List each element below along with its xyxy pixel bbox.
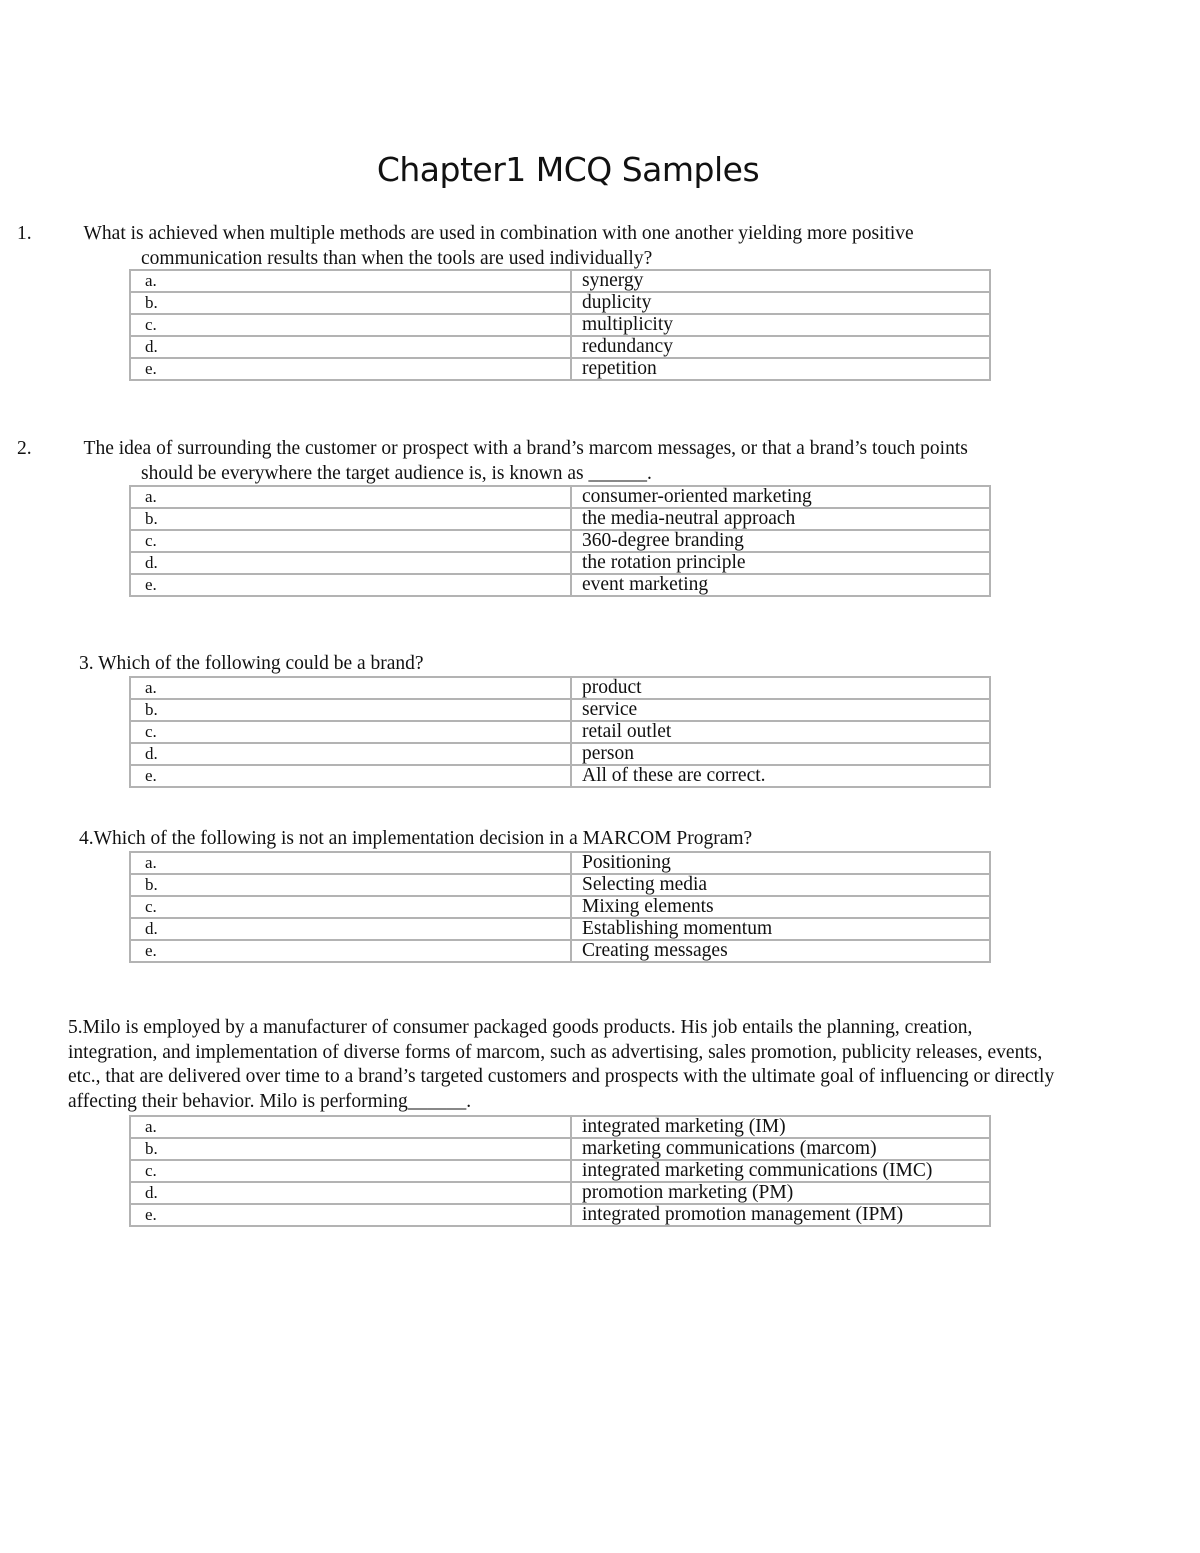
- option-answer: the media-neutral approach: [571, 508, 990, 530]
- option-row[interactable]: [130, 699, 990, 721]
- option-letter: e.: [130, 574, 571, 596]
- option-letter: b.: [130, 508, 571, 530]
- question-number: 5.: [68, 1017, 83, 1038]
- option-letter: b.: [130, 292, 571, 314]
- question-1: [17, 222, 979, 271]
- option-answer: promotion marketing (PM): [571, 1182, 990, 1204]
- option-letter: c.: [130, 896, 571, 918]
- option-answer: duplicity: [571, 292, 990, 314]
- option-row[interactable]: [130, 874, 990, 896]
- option-row[interactable]: [130, 743, 990, 765]
- question-stem: Which of the following could be a brand?: [98, 653, 424, 674]
- option-answer: synergy: [571, 270, 990, 292]
- option-answer: All of these are correct.: [571, 765, 990, 787]
- option-answer: integrated marketing (IM): [571, 1116, 990, 1138]
- option-row[interactable]: [130, 508, 990, 530]
- option-letter: d.: [130, 918, 571, 940]
- option-letter: d.: [130, 336, 571, 358]
- option-letter: c.: [130, 721, 571, 743]
- option-answer: Creating messages: [571, 940, 990, 962]
- option-letter: a.: [130, 677, 571, 699]
- option-answer: marketing communications (marcom): [571, 1138, 990, 1160]
- option-row[interactable]: [130, 677, 990, 699]
- option-letter: b.: [130, 699, 571, 721]
- option-letter: b.: [130, 874, 571, 896]
- option-answer: Selecting media: [571, 874, 990, 896]
- option-row[interactable]: [130, 852, 990, 874]
- option-row[interactable]: [130, 1160, 990, 1182]
- question-3: [79, 652, 979, 677]
- question-stem: Milo is employed by a manufacturer of consumer packaged goods products. His job entails the planning, creation, integration, and implementation of diverse forms of marcom, such as advertising, sales promotion, publicity releases, events, etc., that are delivered over time to a brand’s targeted customers and prospects with the ultimate goal of influencing or directly affecting their behavior. Milo is performing______.: [68, 1017, 1055, 1112]
- option-answer: 360-degree branding: [571, 530, 990, 552]
- option-answer: Mixing elements: [571, 896, 990, 918]
- option-letter: e.: [130, 1204, 571, 1226]
- option-row[interactable]: [130, 574, 990, 596]
- question-number: 4.: [79, 828, 94, 849]
- option-letter: e.: [130, 765, 571, 787]
- option-answer: redundancy: [571, 336, 990, 358]
- option-answer: Establishing momentum: [571, 918, 990, 940]
- option-letter: c.: [130, 314, 571, 336]
- question-text: 1. What is achieved when multiple methods are used in combination with one another yielding more positive communication results than when the tools are used individually?: [17, 223, 914, 269]
- options-table-3: [129, 676, 991, 788]
- question-4: [79, 827, 979, 852]
- question-text: 2. The idea of surrounding the customer or prospect with a brand’s marcom messages, or that a brand’s touch points should be everywhere the target audience is, is known as ______.: [17, 438, 968, 484]
- options-table-2: [129, 485, 991, 597]
- option-answer: retail outlet: [571, 721, 990, 743]
- option-letter: a.: [130, 852, 571, 874]
- option-answer: Positioning: [571, 852, 990, 874]
- options-table-5: [129, 1115, 991, 1227]
- options-table-4: [129, 851, 991, 963]
- option-answer: consumer-oriented marketing: [571, 486, 990, 508]
- option-row[interactable]: [130, 270, 990, 292]
- options-table-1: [129, 269, 991, 381]
- option-row[interactable]: [130, 1116, 990, 1138]
- question-text: [79, 827, 979, 852]
- option-row[interactable]: [130, 336, 990, 358]
- option-row[interactable]: [130, 918, 990, 940]
- option-answer: product: [571, 677, 990, 699]
- option-row[interactable]: [130, 314, 990, 336]
- option-row[interactable]: [130, 486, 990, 508]
- option-row[interactable]: [130, 721, 990, 743]
- option-row[interactable]: [130, 1182, 990, 1204]
- option-row[interactable]: [130, 1138, 990, 1160]
- question-number: 3.: [79, 653, 94, 674]
- option-letter: a.: [130, 1116, 571, 1138]
- option-letter: a.: [130, 270, 571, 292]
- option-letter: c.: [130, 1160, 571, 1182]
- option-row[interactable]: [130, 1204, 990, 1226]
- question-text: [79, 652, 979, 677]
- option-answer: repetition: [571, 358, 990, 380]
- option-row[interactable]: [130, 940, 990, 962]
- option-letter: b.: [130, 1138, 571, 1160]
- option-row[interactable]: [130, 530, 990, 552]
- option-answer: integrated promotion management (IPM): [571, 1204, 990, 1226]
- option-row[interactable]: [130, 358, 990, 380]
- question-stem: The idea of surrounding the customer or prospect with a brand’s marcom messages, or that a brand’s touch points should be everywhere the target audience is, is known as ______.: [83, 438, 968, 484]
- option-letter: e.: [130, 940, 571, 962]
- option-row[interactable]: [130, 552, 990, 574]
- question-5: [68, 1016, 1058, 1114]
- question-text: [68, 1016, 1058, 1114]
- option-letter: d.: [130, 552, 571, 574]
- option-answer: integrated marketing communications (IMC): [571, 1160, 990, 1182]
- option-letter: d.: [130, 743, 571, 765]
- question-stem: Which of the following is not an implementation decision in a MARCOM Program?: [93, 828, 753, 849]
- option-answer: the rotation principle: [571, 552, 990, 574]
- option-answer: person: [571, 743, 990, 765]
- option-row[interactable]: [130, 896, 990, 918]
- option-answer: multiplicity: [571, 314, 990, 336]
- question-stem: What is achieved when multiple methods are used in combination with one another yielding more positive communication results than when the tools are used individually?: [83, 223, 914, 269]
- option-letter: c.: [130, 530, 571, 552]
- option-answer: service: [571, 699, 990, 721]
- question-2: [17, 437, 979, 486]
- option-row[interactable]: [130, 765, 990, 787]
- option-answer: event marketing: [571, 574, 990, 596]
- page-title: Chapter1 MCQ Samples: [376, 150, 760, 189]
- option-row[interactable]: [130, 292, 990, 314]
- option-letter: a.: [130, 486, 571, 508]
- option-letter: e.: [130, 358, 571, 380]
- option-letter: d.: [130, 1182, 571, 1204]
